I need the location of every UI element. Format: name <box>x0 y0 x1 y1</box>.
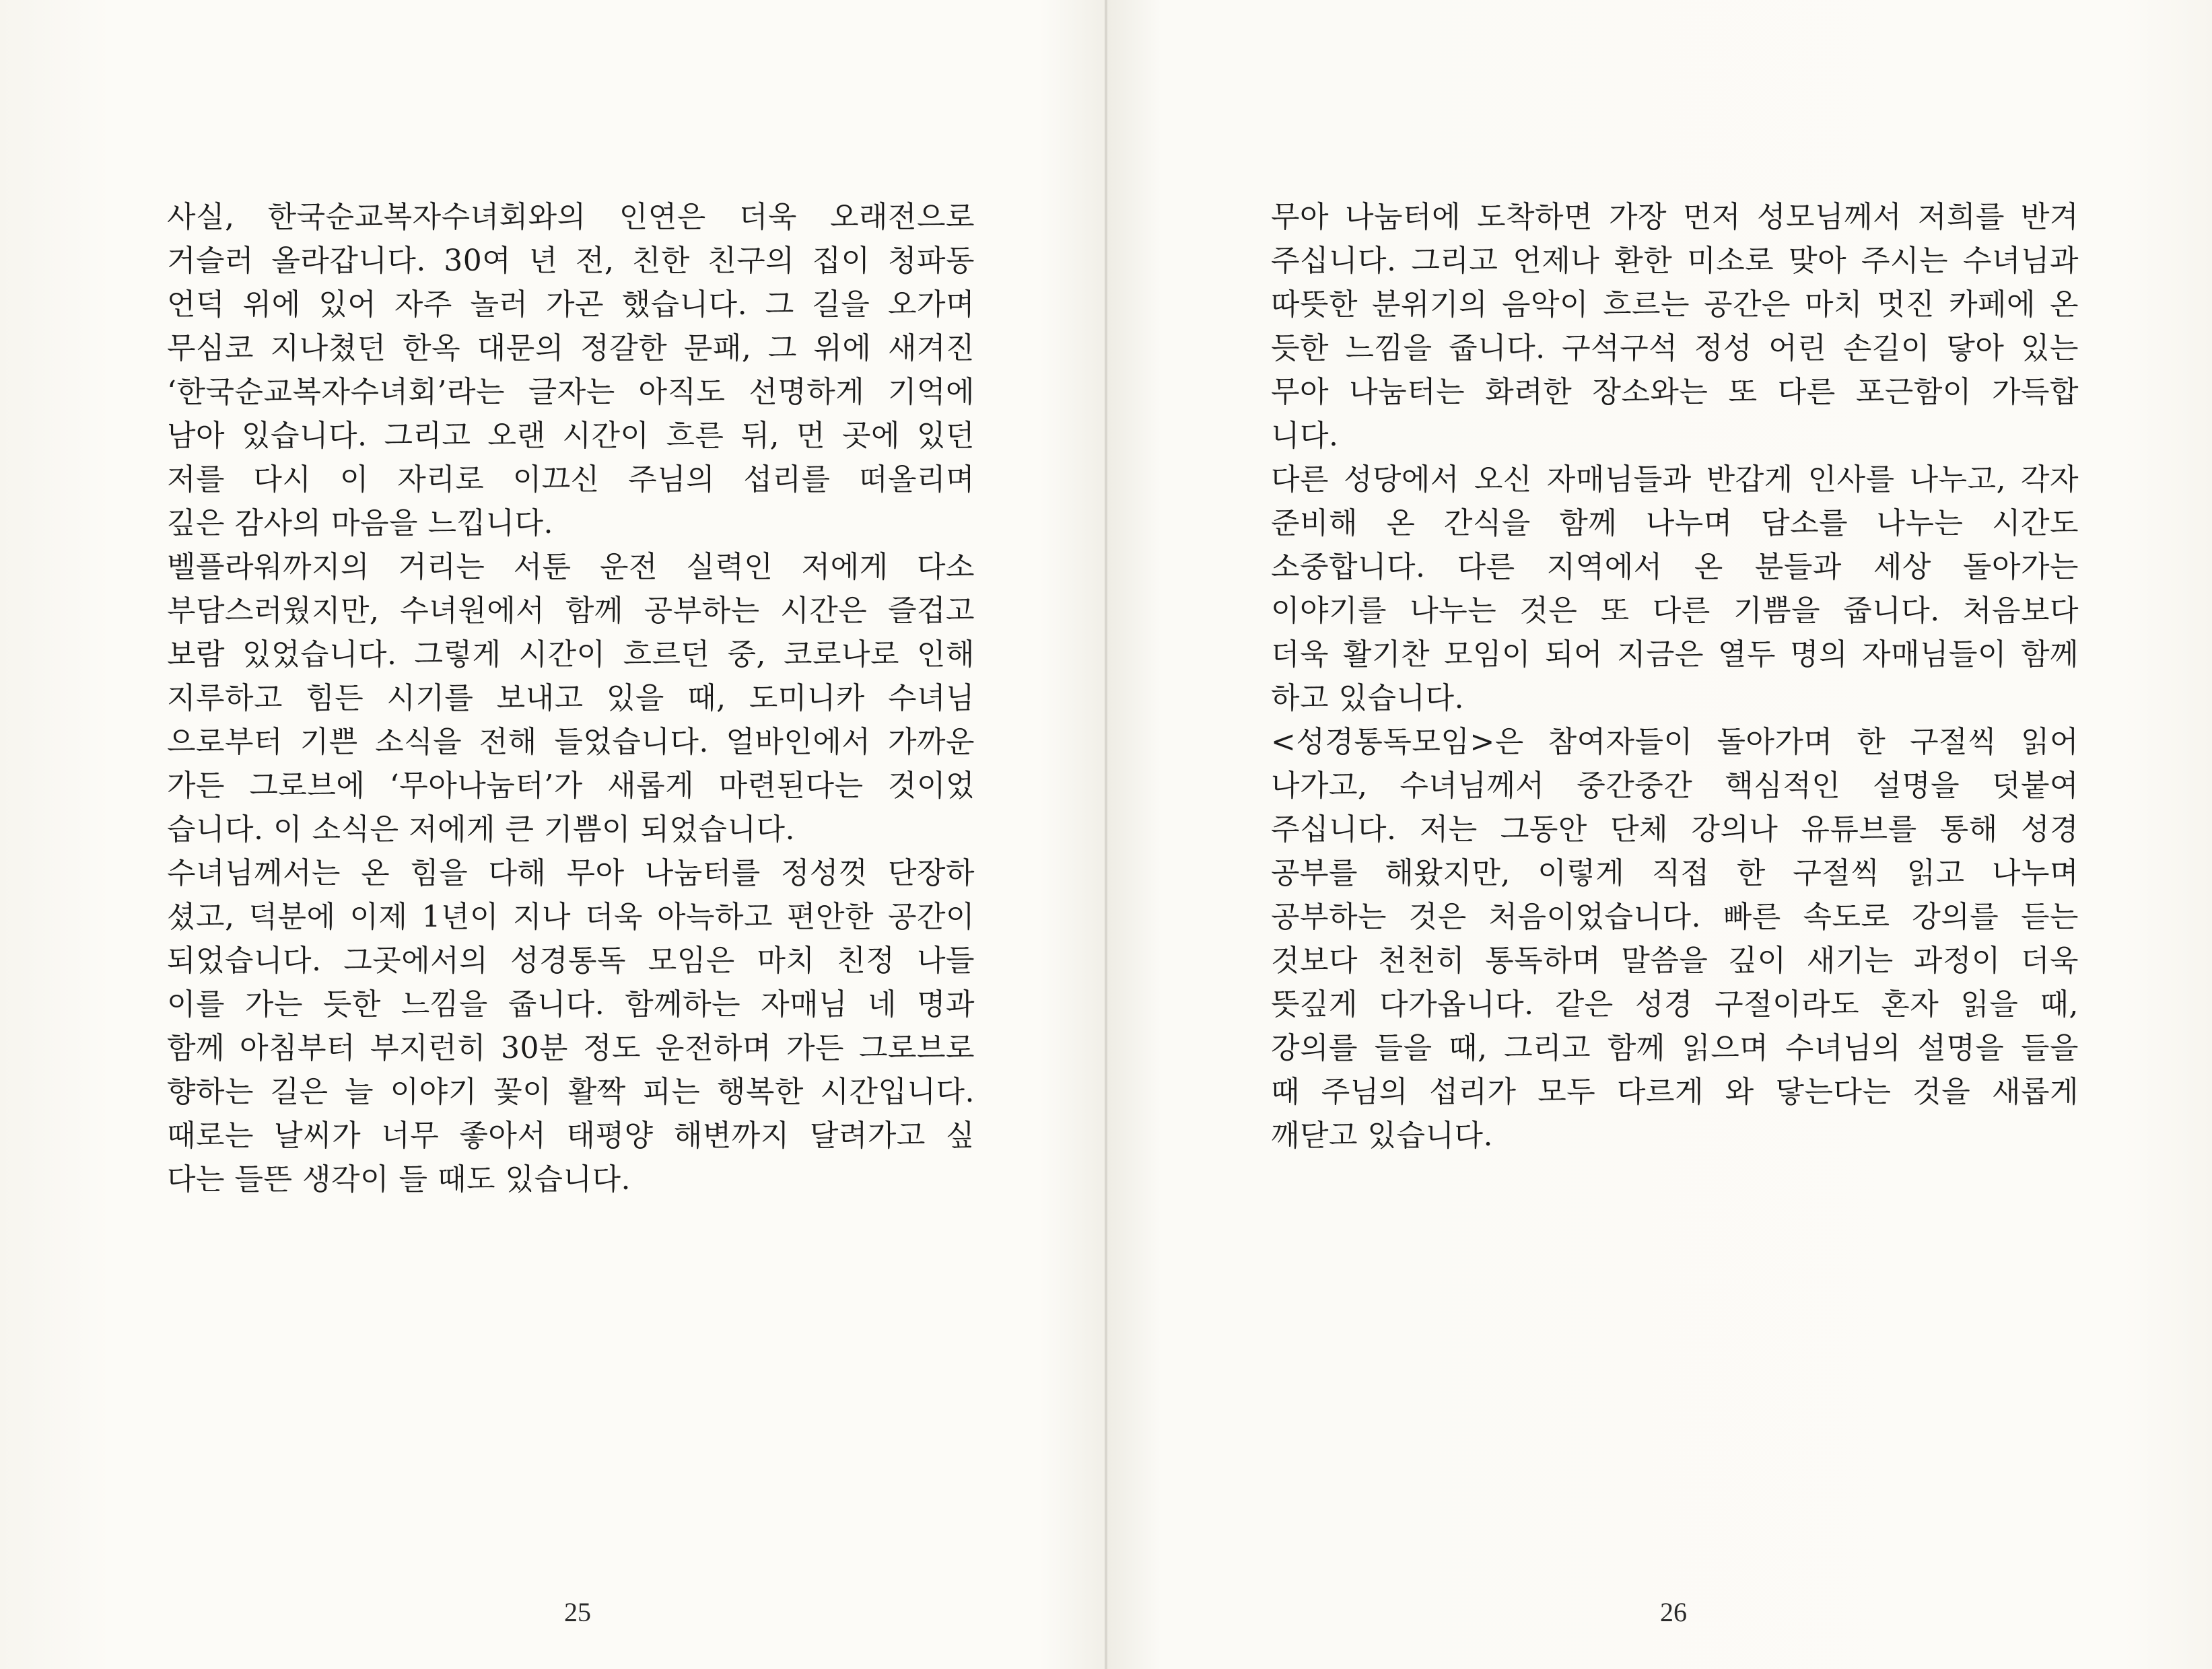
body-line: 소중합니다. 다른 지역에서 온 분들과 세상 돌아가는 <box>1271 550 2079 584</box>
body-line: 니다. <box>1271 419 1339 453</box>
body-line: 주십니다. 저는 그동안 단체 강의나 유튜브를 통해 성경 <box>1271 812 2079 847</box>
body-line: 벨플라워까지의 거리는 서툰 운전 실력인 저에게 다소 <box>167 550 975 584</box>
body-line: 더욱 활기찬 모임이 되어 지금은 열두 명의 자매님들이 함께 <box>1271 637 2079 672</box>
body-line: 무아 나눔터에 도착하면 가장 먼저 성모님께서 저희를 반겨 <box>1271 200 2079 234</box>
body-line: 되었습니다. 그곳에서의 성경통독 모임은 마치 친정 나들 <box>167 944 975 978</box>
body-line: 공부하는 것은 처음이었습니다. 빠른 속도로 강의를 듣는 <box>1271 900 2079 934</box>
body-line: <성경통독모임>은 참여자들이 돌아가며 한 구절씩 읽어 <box>1271 725 2079 759</box>
body-line: 습니다. 이 소식은 저에게 큰 기쁨이 되었습니다. <box>167 812 795 847</box>
body-line: 듯한 느낌을 줍니다. 구석구석 정성 어린 손길이 닿아 있는 <box>1271 331 2079 365</box>
body-line: 이를 가는 듯한 느낌을 줍니다. 함께하는 자매님 네 명과 <box>167 987 975 1022</box>
body-line: 무심코 지나쳤던 한옥 대문의 정갈한 문패, 그 위에 새겨진 <box>167 331 975 365</box>
body-line: 나가고, 수녀님께서 중간중간 핵심적인 설명을 덧붙여 <box>1271 769 2079 803</box>
body-line: 때로는 날씨가 너무 좋아서 태평양 해변까지 달려가고 싶 <box>167 1118 975 1153</box>
body-line: 준비해 온 간식을 함께 나누며 담소를 나누는 시간도 <box>1271 506 2079 540</box>
body-line: 셨고, 덕분에 이제 1년이 지나 더욱 아늑하고 편안한 공간이 <box>167 900 975 934</box>
body-line: 것보다 천천히 통독하며 말씀을 깊이 새기는 과정이 더욱 <box>1271 944 2079 978</box>
book-gutter <box>1105 0 1107 1669</box>
body-line: 남아 있습니다. 그리고 오랜 시간이 흐른 뒤, 먼 곳에 있던 <box>167 419 975 453</box>
body-line: 무아 나눔터는 화려한 장소와는 또 다른 포근함이 가득합 <box>1271 375 2079 409</box>
body-line: 다른 성당에서 오신 자매님들과 반갑게 인사를 나누고, 각자 <box>1271 462 2079 497</box>
body-line: 향하는 길은 늘 이야기 꽃이 활짝 피는 행복한 시간입니다. <box>167 1075 975 1109</box>
body-line: 거슬러 올라갑니다. 30여 년 전, 친한 친구의 집이 청파동 <box>167 244 975 278</box>
body-line: 수녀님께서는 온 힘을 다해 무아 나눔터를 정성껏 단장하 <box>167 856 975 890</box>
body-line: 하고 있습니다. <box>1271 681 1464 715</box>
body-line: 함께 아침부터 부지런히 30분 정도 운전하며 가든 그로브로 <box>167 1031 975 1065</box>
body-line: 따뜻한 분위기의 음악이 흐르는 공간은 마치 멋진 카페에 온 <box>1271 287 2079 322</box>
right-page <box>1106 0 2212 1669</box>
body-line: 지루하고 힘든 시기를 보내고 있을 때, 도미니카 수녀님 <box>167 681 975 715</box>
body-line: 뜻깊게 다가옵니다. 같은 성경 구절이라도 혼자 읽을 때, <box>1271 987 2079 1022</box>
body-line: 언덕 위에 있어 자주 놀러 가곤 했습니다. 그 길을 오가며 <box>167 287 975 322</box>
body-line: 강의를 들을 때, 그리고 함께 읽으며 수녀님의 설명을 들을 <box>1271 1031 2079 1065</box>
body-line: 깨닫고 있습니다. <box>1271 1118 1493 1153</box>
body-line: 주십니다. 그리고 언제나 환한 미소로 맞아 주시는 수녀님과 <box>1271 244 2079 278</box>
body-line: 저를 다시 이 자리로 이끄신 주님의 섭리를 떠올리며 <box>167 462 975 497</box>
body-line: 으로부터 기쁜 소식을 전해 들었습니다. 얼바인에서 가까운 <box>167 725 975 759</box>
body-line: 가든 그로브에 ‘무아나눔터’가 새롭게 마련된다는 것이었 <box>167 769 975 803</box>
body-line: ‘한국순교복자수녀회’라는 글자는 아직도 선명하게 기억에 <box>167 375 975 409</box>
body-line: 보람 있었습니다. 그렇게 시간이 흐르던 중, 코로나로 인해 <box>167 637 975 672</box>
right-page-body <box>1271 195 2079 1158</box>
body-line: 다는 들뜬 생각이 들 때도 있습니다. <box>167 1162 631 1197</box>
body-line: 사실, 한국순교복자수녀회와의 인연은 더욱 오래전으로 <box>167 200 975 234</box>
body-line: 공부를 해왔지만, 이렇게 직접 한 구절씩 읽고 나누며 <box>1271 856 2079 890</box>
body-line: 이야기를 나누는 것은 또 다른 기쁨을 줍니다. 처음보다 <box>1271 594 2079 628</box>
body-line: 부담스러웠지만, 수녀원에서 함께 공부하는 시간은 즐겁고 <box>167 594 975 628</box>
page-number-right: 26 <box>1660 1597 1687 1627</box>
page-number-left: 25 <box>564 1597 591 1627</box>
left-page-body <box>167 195 975 1201</box>
body-line: 깊은 감사의 마음을 느낍니다. <box>167 506 553 540</box>
body-line: 때 주님의 섭리가 모두 다르게 와 닿는다는 것을 새롭게 <box>1271 1075 2079 1109</box>
